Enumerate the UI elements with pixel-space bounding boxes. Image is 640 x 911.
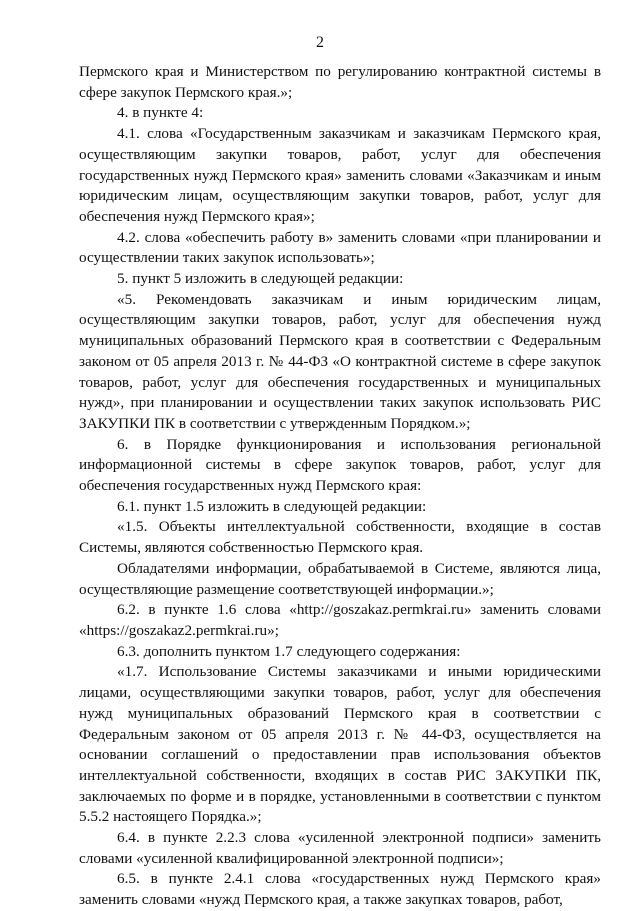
- paragraph: 6.3. дополнить пунктом 1.7 следующего содержания:: [117, 642, 461, 660]
- paragraph: 6. в Порядке функционирования и использования региональной информационной системы в сфере закупок товаров, работ, услуг для обеспечения государственных нужд Пермского края:: [79, 435, 601, 495]
- page-number: 2: [316, 34, 324, 51]
- paragraph: «5. Рекомендовать заказчикам и иным юридическим лицам, осуществляющим закупки товаров, работ, услуг для обеспечения нужд муниципальных образований Пермского края в соответствии с Федеральным законом от 05 апреля 2013 г. № 44-ФЗ «О контрактной системе в сфере закупок товаров, работ, услуг для обеспечения государственных и муниципальных нужд», при планировании и осуществлении таких закупок использовать РИС ЗАКУПКИ ПК в соответствии с утвержденным Порядком.»;: [79, 290, 601, 432]
- paragraph: 6.5. в пункте 2.4.1 слова «государственных нужд Пермского края» заменить словами «нужд Пермского края, а также закупках товаров, работ,: [79, 870, 601, 909]
- paragraph: Пермского края и Министерством по регулированию контрактной системы в сфере закупок Пермского края.»;: [79, 63, 601, 101]
- paragraph: «1.7. Использование Системы заказчиками и иными юридическими лицами, осуществляющими закупки товаров, работ, услуг для обеспечения нужд муниципальных образований Пермского края в соответствии с Федеральным законом от 05 апреля 2013 г. № 44-ФЗ, осуществляется на основании соглашений о предоставлении прав использования объектов интеллектуальной собственности, входящих в состав РИС ЗАКУПКИ ПК, заключаемых по форме и в порядке, установленными в соответствии с пунктом 5.5.2 настоящего Порядка.»;: [79, 663, 601, 826]
- paragraph: 4.1. слова «Государственным заказчикам и заказчикам Пермского края, осуществляющим закупки товаров, работ, услуг для обеспечения государственных нужд Пермского края» заменить словами «Заказчикам и иным юридическим лицам, осуществляющим закупки товаров, работ, услуг для обеспечения нужд Пермского края»;: [79, 125, 601, 225]
- paragraph: Обладателями информации, обрабатываемой в Системе, являются лица, осуществляющие размещение соответствующей информации.»;: [79, 559, 601, 598]
- paragraph: 4.2. слова «обеспечить работу в» заменить словами «при планировании и осуществлении таких закупок использовать»;: [79, 228, 601, 267]
- paragraph: 4. в пункте 4:: [117, 104, 204, 122]
- paragraph: 6.1. пункт 1.5 изложить в следующей редакции:: [117, 497, 427, 515]
- paragraph: 5. пункт 5 изложить в следующей редакции:: [117, 270, 404, 288]
- paragraph: 6.4. в пункте 2.2.3 слова «усиленной электронной подписи» заменить словами «усиленной квалифицированной электронной подписи»;: [79, 829, 601, 867]
- document-body: [79, 62, 601, 911]
- paragraph: 6.2. в пункте 1.6 слова «http://goszakaz.permkrai.ru» заменить словами «https://goszakaz2.permkrai.ru»;: [79, 601, 601, 639]
- paragraph: «1.5. Объекты интеллектуальной собственности, входящие в состав Системы, являются собственностью Пермского края.: [79, 518, 601, 557]
